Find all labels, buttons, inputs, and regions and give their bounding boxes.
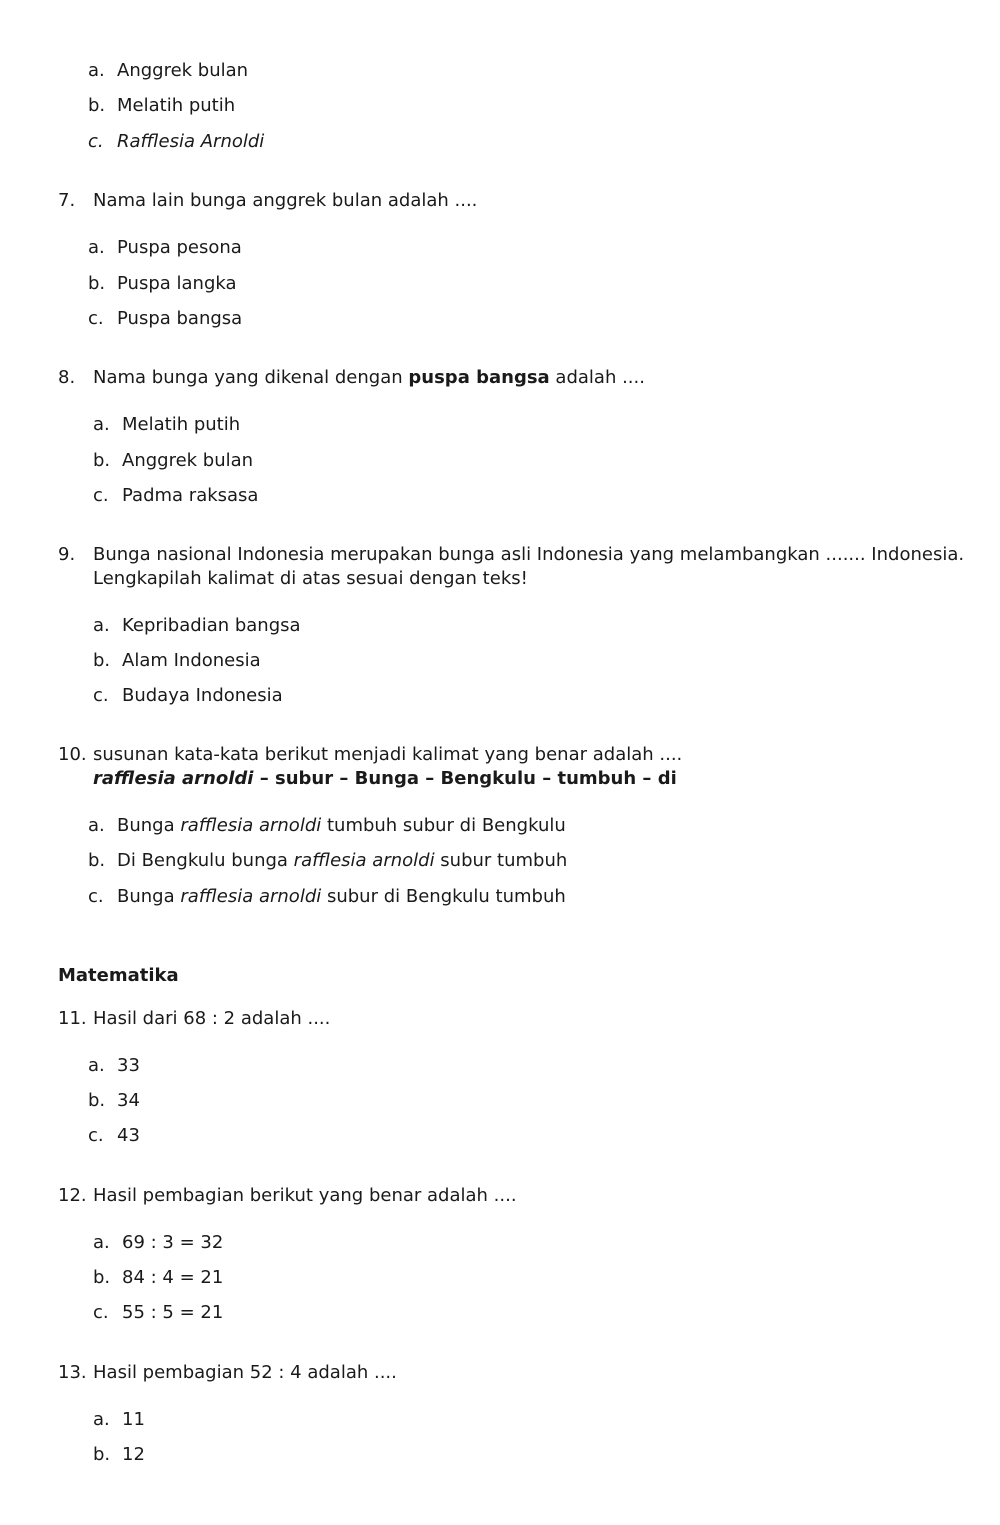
question-number: 11. [58, 1008, 87, 1029]
question-10 [58, 743, 682, 767]
q7-option-b[interactable] [88, 272, 237, 296]
option-text-post: subur tumbuh [434, 850, 568, 871]
question-number: 13. [58, 1362, 87, 1383]
option-text: 33 [117, 1055, 140, 1076]
question-12 [58, 1184, 517, 1208]
option-label: b. [88, 273, 106, 294]
question-number: 10. [58, 744, 87, 765]
question-number: 7. [58, 190, 76, 211]
question-text: Hasil dari 68 : 2 adalah .... [93, 1008, 331, 1029]
option-text-pre: Di Bengkulu bunga [117, 850, 294, 871]
option-text-post: tumbuh subur di Bengkulu [321, 815, 566, 836]
option-label: b. [88, 95, 106, 116]
option-label: a. [88, 237, 105, 258]
option-label: b. [88, 1090, 106, 1111]
option-text: 43 [117, 1125, 140, 1146]
option-text: Puspa langka [117, 273, 237, 294]
q10-option-a[interactable] [88, 814, 566, 838]
option-label: b. [93, 650, 111, 671]
option-text-italic: rafflesia arnoldi [293, 850, 435, 871]
option-text-pre: Bunga [117, 886, 181, 907]
scrambled-rest: – subur – Bunga – Bengkulu – tumbuh – di [253, 768, 677, 789]
option-label: c. [88, 131, 104, 152]
option-text: Rafflesia Arnoldi [117, 131, 265, 152]
option-text: Puspa bangsa [117, 308, 243, 329]
q8-option-a[interactable] [93, 413, 240, 437]
option-text: Padma raksasa [122, 485, 259, 506]
option-label: c. [93, 1302, 109, 1323]
option-label: c. [93, 485, 109, 506]
option-label: a. [88, 1055, 105, 1076]
option-label: b. [93, 1267, 111, 1288]
q8-option-c[interactable] [93, 484, 258, 508]
option-text: Melatih putih [122, 414, 241, 435]
prev-option-b[interactable] [88, 94, 235, 118]
q12-option-a[interactable] [93, 1231, 223, 1255]
option-text: 84 : 4 = 21 [122, 1267, 224, 1288]
option-label: b. [93, 1444, 111, 1465]
scrambled-words [93, 767, 677, 791]
q12-option-b[interactable] [93, 1266, 223, 1290]
question-number: 8. [58, 367, 76, 388]
question-8 [58, 366, 645, 390]
question-text-bold: puspa bangsa [408, 367, 550, 388]
question-number: 9. [58, 544, 76, 565]
option-text-italic: rafflesia arnoldi [180, 815, 322, 836]
question-7 [58, 189, 477, 213]
option-text-pre: Bunga [117, 815, 181, 836]
option-text: Anggrek bulan [117, 60, 249, 81]
question-9 [58, 543, 964, 567]
option-label: a. [88, 815, 105, 836]
q10-option-c[interactable] [88, 885, 566, 909]
option-label: a. [93, 615, 110, 636]
prev-option-c[interactable] [88, 130, 264, 154]
question-number: 12. [58, 1185, 87, 1206]
option-text: Budaya Indonesia [122, 685, 283, 706]
option-text: Melatih putih [117, 95, 236, 116]
option-text: Kepribadian bangsa [122, 615, 301, 636]
option-label: c. [88, 308, 104, 329]
option-label: a. [93, 1409, 110, 1430]
section-title: Matematika [58, 965, 179, 986]
q11-option-c[interactable] [88, 1124, 140, 1148]
option-text: 11 [122, 1409, 145, 1430]
scrambled-italic: rafflesia arnoldi [93, 768, 254, 789]
question-text-end: adalah .... [549, 367, 645, 388]
option-label: a. [93, 414, 110, 435]
option-text-italic: rafflesia arnoldi [180, 886, 322, 907]
option-label: b. [93, 450, 111, 471]
option-text: 12 [122, 1444, 145, 1465]
question-11 [58, 1007, 330, 1031]
q11-option-a[interactable] [88, 1054, 140, 1078]
option-label: c. [88, 1125, 104, 1146]
question-9-line-2: Lengkapilah kalimat di atas sesuai dengan teks! [93, 568, 528, 589]
question-text: Nama bunga yang dikenal dengan [93, 367, 409, 388]
option-text: Anggrek bulan [122, 450, 254, 471]
option-label: c. [93, 685, 109, 706]
q9-option-b[interactable] [93, 649, 261, 673]
option-text: 69 : 3 = 32 [122, 1232, 224, 1253]
q13-option-a[interactable] [93, 1408, 145, 1432]
q11-option-b[interactable] [88, 1089, 140, 1113]
question-13 [58, 1361, 397, 1385]
q7-option-a[interactable] [88, 236, 242, 260]
option-text-post: subur di Bengkulu tumbuh [321, 886, 566, 907]
q12-option-c[interactable] [93, 1301, 223, 1325]
option-text: Puspa pesona [117, 237, 242, 258]
option-text: 34 [117, 1090, 140, 1111]
q10-option-b[interactable] [88, 849, 567, 873]
option-text: Alam Indonesia [122, 650, 261, 671]
q9-option-c[interactable] [93, 684, 283, 708]
q7-option-c[interactable] [88, 307, 242, 331]
option-label: a. [93, 1232, 110, 1253]
q13-option-b[interactable] [93, 1443, 145, 1467]
question-text: susunan kata-kata berikut menjadi kalimat yang benar adalah .... [93, 744, 683, 765]
prev-option-a[interactable] [88, 59, 248, 83]
question-text: Nama lain bunga anggrek bulan adalah .... [93, 190, 478, 211]
question-text: Bunga nasional Indonesia merupakan bunga asli Indonesia yang melambangkan ....... Indonesia. [93, 544, 965, 565]
question-text: Hasil pembagian 52 : 4 adalah .... [93, 1362, 397, 1383]
q9-option-a[interactable] [93, 614, 301, 638]
option-text: 55 : 5 = 21 [122, 1302, 224, 1323]
option-label: b. [88, 850, 106, 871]
q8-option-b[interactable] [93, 449, 253, 473]
option-label: a. [88, 60, 105, 81]
question-text: Hasil pembagian berikut yang benar adalah .... [93, 1185, 517, 1206]
option-label: c. [88, 886, 104, 907]
